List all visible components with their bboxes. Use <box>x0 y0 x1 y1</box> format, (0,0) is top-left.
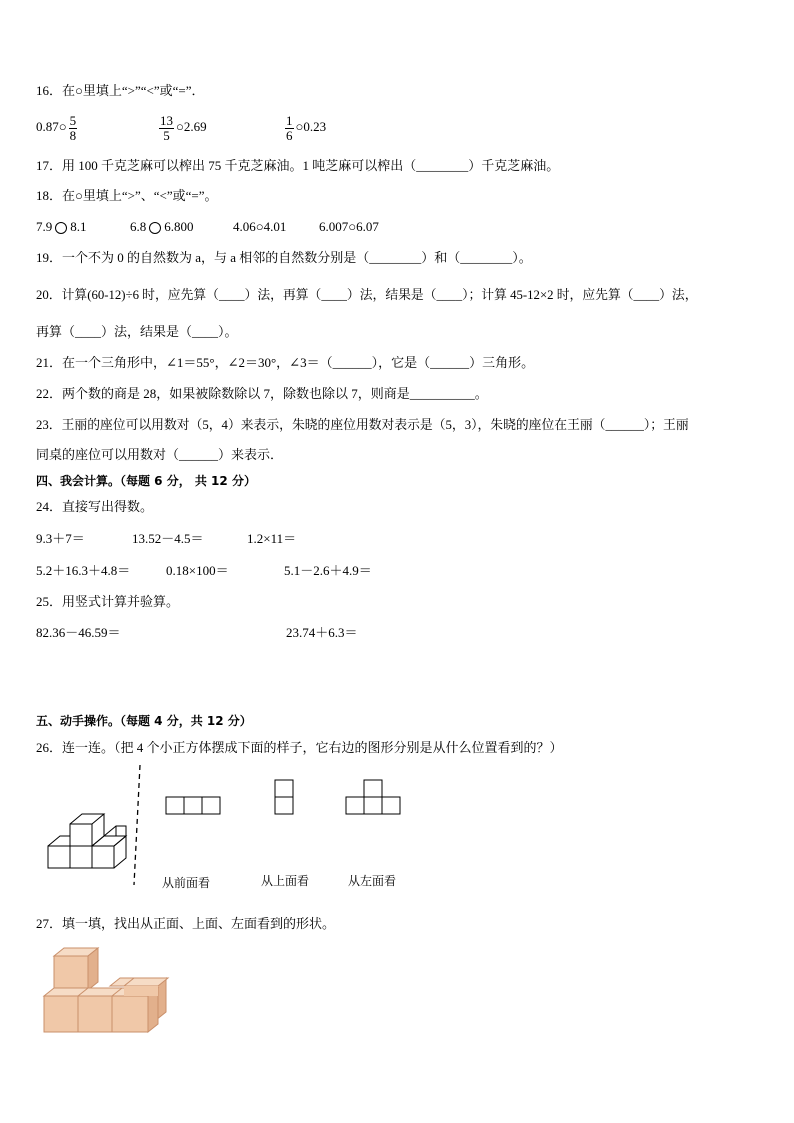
q24-r2-c3: 5.1－2.6＋4.9＝ <box>284 563 372 578</box>
q24-r2-c1: 5.2＋16.3＋4.8＝ <box>36 563 131 578</box>
view-left-shape <box>346 780 400 814</box>
q21: 21．在一个三角形中，∠1＝55°，∠2＝30°，∠3＝（______），它是（______）三角形。 <box>36 355 535 370</box>
section-5-heading: 五、动手操作。（每题 4 分，共 12 分） <box>36 714 252 728</box>
q23-line1: 23．王丽的座位可以用数对（5，4）来表示，朱晓的座位用数对表示是（5，3），朱晓的座位在王丽（______）；王丽 <box>36 418 689 432</box>
view-label-left: 从左面看 <box>348 874 397 888</box>
q23-line2: 同桌的座位可以用数对（______）来表示． <box>36 447 284 462</box>
q16-item-2-right: ○2.69 <box>176 119 207 134</box>
q25-item-1: 82.36－46.59＝ <box>36 625 121 640</box>
q16-item-3 <box>283 110 326 144</box>
q26-stem: 26．连一连。（把 4 个小正方体摆成下面的样子，它右边的图形分别是从什么位置看到的？） <box>36 740 563 755</box>
fraction: $\frac{1}{6}$ <box>286 112 293 143</box>
q18-item-b <box>130 218 194 236</box>
divider-dashed <box>134 765 140 885</box>
q24-r2-c2: 0.18×100＝ <box>166 563 229 578</box>
q18-stem: 18．在○里填上“>”、“<”或“=”。 <box>36 188 218 203</box>
q18-a-left: 7.9 <box>36 219 53 234</box>
q24-r1-c2: 13.52－4.5＝ <box>132 531 204 546</box>
cube-stack-drawing <box>48 814 126 868</box>
view-label-top: 从上面看 <box>261 874 310 888</box>
view-front-shape <box>166 797 220 814</box>
q18-b-right: 6.800 <box>164 219 194 234</box>
view-top-shape <box>275 780 293 814</box>
q18-item-a <box>36 218 87 236</box>
section-4-heading: 四、我会计算。（每题 6 分， 共 12 分） <box>36 474 256 488</box>
view-label-front: 从前面看 <box>162 876 211 890</box>
q18-item-c: 4.06○4.01 <box>233 219 287 234</box>
q18-b-left: 6.8 <box>130 219 147 234</box>
q27-stem: 27．填一填，找出从正面、上面、左面看到的形状。 <box>36 916 336 931</box>
q16-item-1-left: 0.87○ <box>36 119 67 134</box>
q16-item-2 <box>157 110 207 144</box>
fraction: $\frac{13}{5}$ <box>160 112 173 143</box>
compare-circle[interactable] <box>149 222 161 234</box>
q27-cube-figure <box>40 944 175 1038</box>
fraction: $\frac{5}{8}$ <box>69 112 77 143</box>
q22: 22．两个数的商是 28，如果被除数除以 7，除数也除以 7，则商是__________。 <box>36 386 488 401</box>
q16-stem: 16．在○里填上“>”“<”或“=”． <box>36 83 205 98</box>
q18-item-d: 6.007○6.07 <box>319 219 379 234</box>
q25-item-2: 23.74＋6.3＝ <box>286 625 358 640</box>
compare-circle[interactable] <box>55 222 67 234</box>
q20-line1: 20．计算(60-12)÷6 时，应先算（____）法，再算（____）法，结果是（____）；计算 45-12×2 时，应先算（____）法， <box>36 288 698 302</box>
q16-item-3-right: ○0.23 <box>295 119 327 134</box>
q24-r1-c1: 9.3＋7＝ <box>36 531 85 546</box>
q24-r1-c3: 1.2×11＝ <box>247 531 297 546</box>
q24-stem: 24．直接写出得数。 <box>36 499 154 514</box>
q17: 17．用 100 千克芝麻可以榨出 75 千克芝麻油。1 吨芝麻可以榨出（________）千克芝麻油。 <box>36 158 560 173</box>
q20-line2: 再算（____）法，结果是（____）。 <box>36 324 238 339</box>
q18-a-right: 8.1 <box>70 219 87 234</box>
q19: 19．一个不为 0 的自然数为 a，与 a 相邻的自然数分别是（________）和（________）。 <box>36 250 532 265</box>
q25-stem: 25．用竖式计算并验算。 <box>36 594 180 609</box>
q16-item-1 <box>36 110 79 144</box>
